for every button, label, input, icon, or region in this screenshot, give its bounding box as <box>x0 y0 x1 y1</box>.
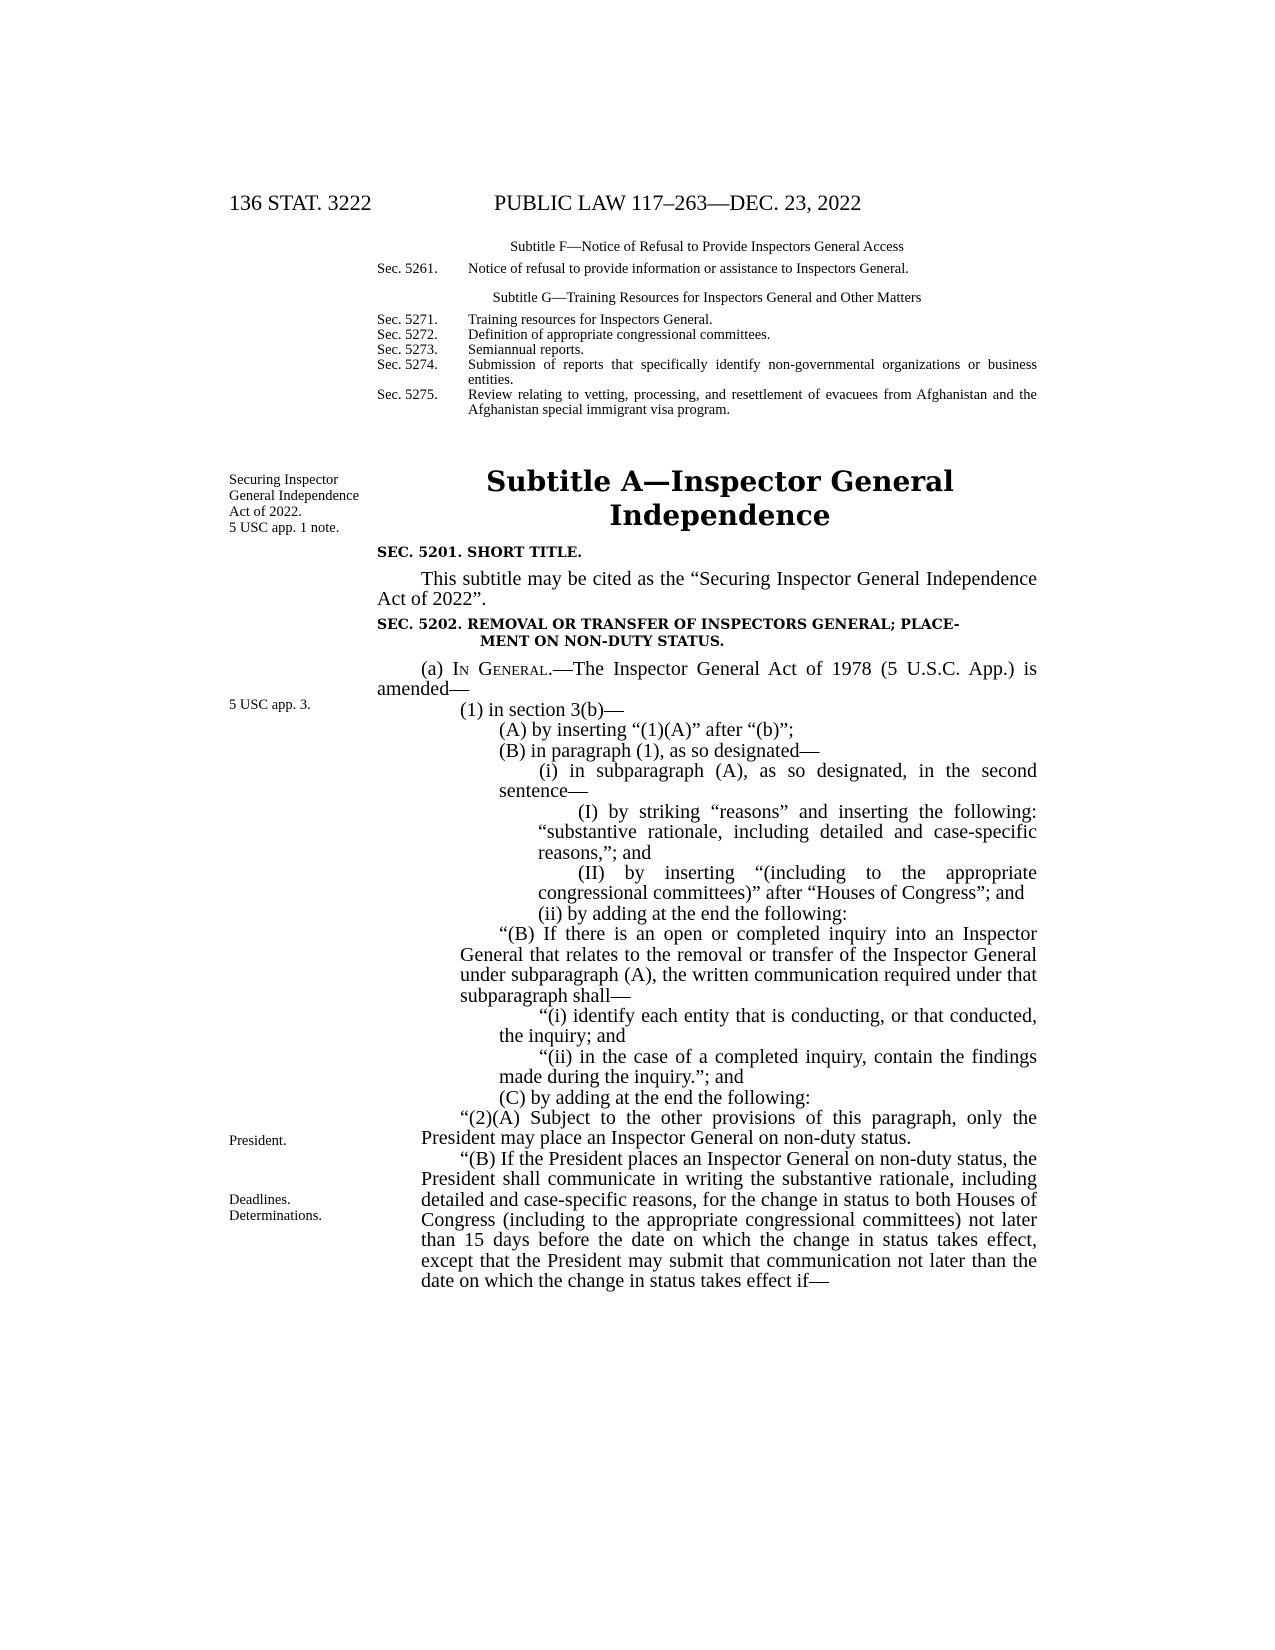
sidenote-text: Securing Inspector General Independence Act of 2022. <box>229 472 360 520</box>
statute-page-number: 136 STAT. 3222 <box>229 190 372 215</box>
toc-subtitle-f-heading: Subtitle F—Notice of Refusal to Provide Inspectors General Access <box>510 239 904 255</box>
subsection-a-label: (a) <box>421 658 453 680</box>
section-5202-heading-line1: SEC. 5202. REMOVAL OR TRANSFER OF INSPECTORS GENERAL; PLACE- <box>377 617 960 633</box>
toc-section-number: Sec. 5271. <box>377 312 438 328</box>
toc-section-number: Sec. 5275. <box>377 387 438 403</box>
sidenote-president: President. <box>229 1133 287 1149</box>
subclause-I: (I) by striking “reasons” and inserting the following: “substantive rationale, including detailed and case-specific reasons,”; and <box>538 800 1037 864</box>
section-5202-heading-line2: MENT ON NON-DUTY STATUS. <box>480 634 725 650</box>
subclause-II: (II) by inserting “(including to the appropriate congressional committees)” after “Houses of Congress”; and <box>538 862 1037 905</box>
sidenote-usc-reference: 5 USC app. 1 note. <box>229 520 340 536</box>
subtitle-a-heading <box>470 465 970 533</box>
toc-section-title: Training resources for Inspectors General. <box>468 312 713 328</box>
subsection-a <box>377 659 1037 700</box>
toc-section-number: Sec. 5261. <box>377 261 438 277</box>
subparagraph-b: (B) in paragraph (1), as so designated— <box>499 739 820 762</box>
toc-entry <box>377 313 1037 328</box>
toc-entry <box>377 388 1037 418</box>
toc-section-title: Review relating to vetting, processing, and resettlement of evacuees from Afghanistan and the Afghanistan special immigrant visa program. <box>468 387 1037 418</box>
quoted-clause-i: “(i) identify each entity that is conducting, or that conducted, the inquiry; and <box>499 1004 1037 1048</box>
sidenote-deadlines <box>229 1192 369 1224</box>
quoted-paragraph-2a: “(2)(A) Subject to the other provisions of this paragraph, only the President may place an Inspector General on non-duty status. <box>421 1106 1037 1150</box>
public-law-citation: PUBLIC LAW 117–263—DEC. 23, 2022 <box>494 190 862 215</box>
table-of-contents <box>377 240 1037 418</box>
toc-section-title: Submission of reports that specifically identify non-governmental organizations or business entities. <box>468 357 1037 388</box>
subparagraph-a: (A) by inserting “(1)(A)” after “(b)”; <box>499 719 794 742</box>
clause-ii: (ii) by adding at the end the following: <box>538 902 848 925</box>
section-5202-heading <box>377 617 1037 651</box>
quoted-clause-ii: “(ii) in the case of a completed inquiry, contain the findings made during the inquiry.”; and <box>499 1045 1037 1089</box>
toc-entry <box>377 328 1037 343</box>
subsection-a-text: .—The Inspector General Act of 1978 (5 U.S.C. App.) is amended— <box>377 658 1037 701</box>
toc-section-number: Sec. 5273. <box>377 342 438 358</box>
toc-subtitle-g-heading: Subtitle G—Training Resources for Inspectors General and Other Matters <box>492 290 922 306</box>
subsection-a-heading: In General <box>452 658 548 680</box>
sidenote-text: Deadlines. <box>229 1192 291 1208</box>
quoted-paragraph-2b: “(B) If the President places an Inspector General on non-duty status, the President shall communicate in writing the substantive rationale, including detailed and case-specific reasons, for the change in status to both Houses of Congress (including to the appropriate congressional committees) not later than 15 days before the date on which the change in status takes effect, except that the President may submit that communication not later than the date on which the change in status takes effect if— <box>421 1147 1037 1293</box>
section-5201-text: This subtitle may be cited as the “Securing Inspector General Independence Act of 2022”. <box>377 568 1037 611</box>
paragraph-1: (1) in section 3(b)— <box>460 698 624 721</box>
toc-entry <box>377 262 1037 277</box>
sidenote-text: Determinations. <box>229 1208 323 1224</box>
sidenote-usc-app3: 5 USC app. 3. <box>229 697 311 713</box>
subtitle-a-heading-line1: Subtitle A—Inspector General <box>486 465 954 498</box>
section-5201 <box>377 545 1037 610</box>
section-5201-heading: SEC. 5201. SHORT TITLE. <box>377 545 583 561</box>
subtitle-a-heading-line2: Independence <box>609 499 831 532</box>
toc-section-number: Sec. 5272. <box>377 327 438 343</box>
toc-section-title: Notice of refusal to provide information or assistance to Inspectors General. <box>468 261 909 277</box>
toc-entry <box>377 343 1037 358</box>
toc-section-title: Definition of appropriate congressional committees. <box>468 327 771 343</box>
toc-section-number: Sec. 5274. <box>377 357 438 373</box>
toc-entry <box>377 358 1037 388</box>
clause-i: (i) in subparagraph (A), as so designated, in the second sentence— <box>499 760 1037 803</box>
toc-section-title: Semiannual reports. <box>468 342 584 358</box>
subparagraph-c: (C) by adding at the end the following: <box>499 1086 811 1109</box>
sidenote-act-name <box>229 472 369 536</box>
page-header <box>229 190 929 220</box>
quoted-subparagraph-b: “(B) If there is an open or completed inquiry into an Inspector General that relates to the removal or transfer of the Inspector General under subparagraph (A), the written communication required under that subparagraph shall— <box>460 923 1037 1007</box>
section-5202 <box>377 617 1037 1292</box>
